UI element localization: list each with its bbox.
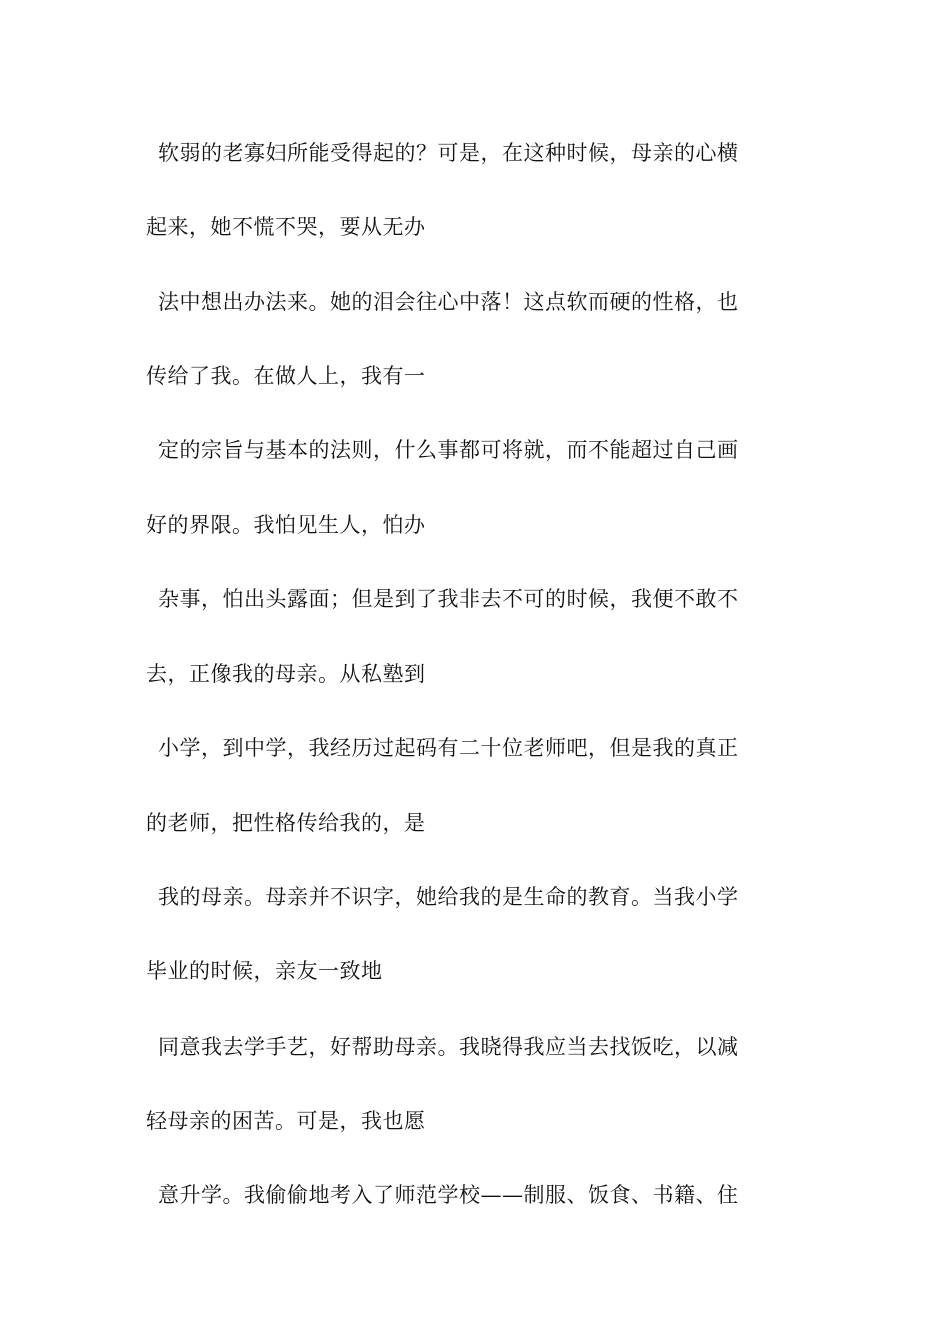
text-line: 杂事，怕出头露面；但是到了我非去不可的时候，我便不敢不 — [158, 587, 739, 611]
text-line: 法中想出办法来。她的泪会往心中落！这点软而硬的性格，也 — [158, 290, 739, 314]
text-line: 轻母亲的困苦。可是，我也愿 — [146, 1109, 426, 1133]
text-line: 毕业的时候，亲友一致地 — [146, 959, 383, 983]
text-line: 起来，她不慌不哭，要从无办 — [146, 215, 426, 239]
text-line: 去，正像我的母亲。从私塾到 — [146, 662, 426, 686]
text-line: 软弱的老寡妇所能受得起的？可是，在这种时候，母亲的心横 — [158, 141, 739, 165]
text-line: 传给了我。在做人上，我有一 — [146, 364, 426, 388]
text-line: 的老师，把性格传给我的，是 — [146, 811, 426, 835]
text-line: 我的母亲。母亲并不识字，她给我的是生命的教育。当我小学 — [158, 885, 739, 909]
text-line: 意升学。我偷偷地考入了师范学校——制服、饭食、书籍、住 — [158, 1183, 739, 1207]
text-line: 小学，到中学，我经历过起码有二十位老师吧，但是我的真正 — [158, 736, 739, 760]
text-line: 好的界限。我怕见生人，怕办 — [146, 513, 426, 537]
text-line: 定的宗旨与基本的法则，什么事都可将就，而不能超过自己画 — [158, 438, 739, 462]
text-line: 同意我去学手艺，好帮助母亲。我晓得我应当去找饭吃，以减 — [158, 1035, 739, 1059]
